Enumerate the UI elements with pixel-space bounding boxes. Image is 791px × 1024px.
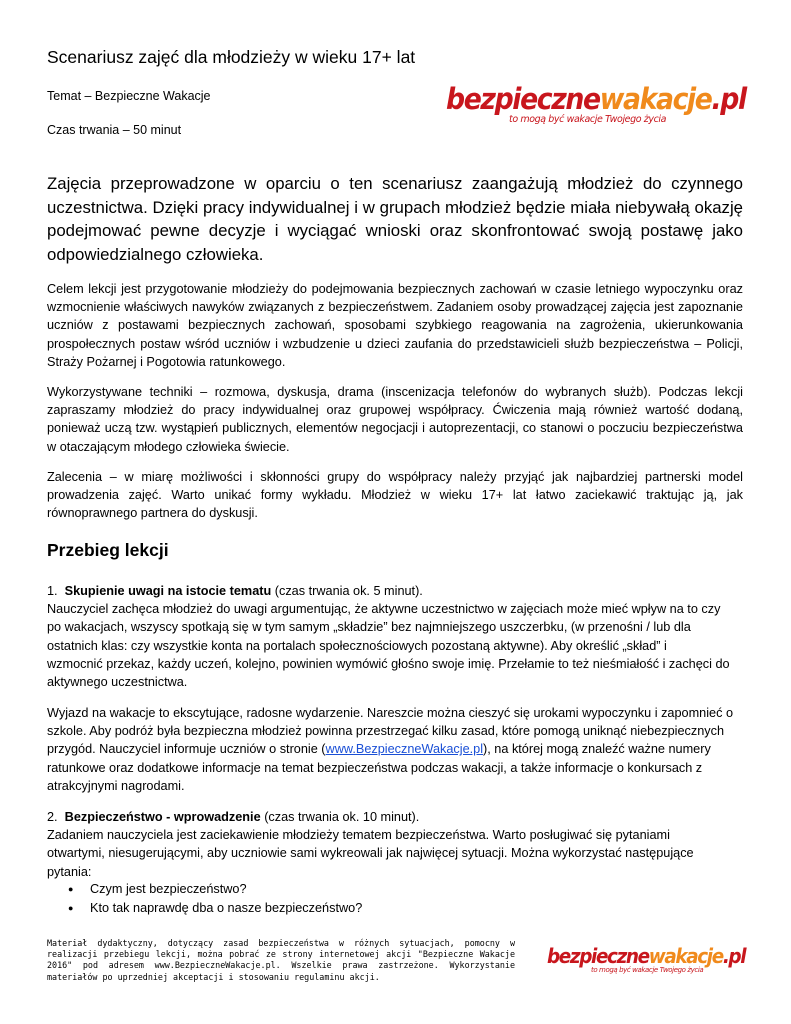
step-2-line: otwartymi, niesugerującymi, aby uczniowie sami wykreowali jak najwięcej sytuacji. Można wykorzystać następujące: [47, 846, 694, 861]
step-1-title: 1. Skupienie uwagi na istocie tematu (czas trwania ok. 5 minut).: [47, 584, 423, 598]
step-1-line: po wakacjach, wszyscy spotkają się w tym samym „składzie” bez najmniejszego uszczerbku, (w przenośni / lub dla: [47, 620, 691, 635]
footer-note: Materiał dydaktyczny, dotyczący zasad bezpieczeństwa w różnych sytuacjach, pomocny w realizacji przebiegu lekcji, można pobrać ze strony internetowej akcji "Bezpieczne Wakacje 2016" pod adresem www.BezpieczneWakacje.pl. Wszelkie prawa zastrzeżone. Wykorzystanie materiałów po uprzedniej akceptacji i stosowaniu regulaminu akcji.: [47, 938, 515, 982]
step-1-line: wzmocnić przekaz, każdy uczeń, kolejno, powinien wymówić głośno swoje imię. Przełamie to też nieśmiałość i zachęci do: [47, 656, 730, 671]
logo-tagline: to mogą być wakacje Twojego życia: [509, 114, 667, 125]
step-2-line: pytania:: [47, 864, 92, 879]
footer-logo-wordmark: bezpiecznewakacje.pl: [547, 944, 746, 968]
list-item: ● Kto tak naprawdę dba o nasze bezpieczeństwo?: [68, 899, 362, 918]
website-link[interactable]: www.BezpieczneWakacje.pl: [325, 742, 484, 757]
topic-line: Temat – Bezpieczne Wakacje: [47, 89, 211, 103]
duration-line: Czas trwania – 50 minut: [47, 123, 182, 137]
question-list: [68, 880, 362, 918]
logo-wordmark: bezpiecznewakacje.pl: [446, 82, 746, 116]
trip-line: Wyjazd na wakacje to ekscytujące, radosne wydarzenie. Nareszcie można cieszyć się urokami wypoczynku i zapomnieć o: [47, 706, 734, 720]
paragraph-recommendations: Zalecenia – w miarę możliwości i skłonności grupy do współpracy należy przyjąć jak najbardziej partnerski model prowadzenia zajęć. Warto unikać formy wykładu. Młodzież w wieku 17+ lat łatwo zaciekawić traktując ją, jak równoprawnego partnera do dyskusji.: [47, 470, 743, 521]
page-title: Scenariusz zajęć dla młodzieży w wieku 17+ lat: [47, 47, 416, 67]
trip-line: przygód. Nauczyciel informuje uczniów o stronie (www.BezpieczneWakacje.pl), na której mogą znaleźć ważne numery: [47, 742, 711, 757]
trip-line: atrakcyjnymi nagrodami.: [47, 778, 185, 793]
trip-paragraph: [47, 704, 743, 795]
step-1: [47, 582, 743, 691]
step-2-title: 2. Bezpieczeństwo - wprowadzenie (czas trwania ok. 10 minut).: [47, 810, 420, 824]
footer-logo: [547, 944, 762, 974]
trip-line: szkole. Aby podróż była bezpieczna młodzież powinna przestrzegać kilku zasad, które pomogą uniknąć niebezpiecznych: [47, 724, 725, 739]
paragraph-goal: Celem lekcji jest przygotowanie młodzieży do podejmowania bezpiecznych zachowań w czasie letniego wypoczynku oraz wzmocnienie właściwych nawyków związanych z bezpieczeństwem. Zadaniem osoby prowadzącej zajęcia jest zapoznanie uczniów z postawami bezpiecznych zachowań, sposobami szybkiego reagowania na zagrożenia, ukierunkowania prospołecznych postaw wśród uczniów i wzbudzenie u dzieci zaufania do przedstawicieli służb bezpieczeństwa – Policji, Straży Pożarnej i Pogotowia ratunkowego.: [47, 282, 743, 369]
section-heading: Przebieg lekcji: [47, 540, 169, 560]
brand-logo: [446, 82, 772, 125]
paragraph-techniques: Wykorzystywane techniki – rozmowa, dyskusja, drama (inscenizacja telefonów do wybranych służb). Podczas lekcji zapraszamy młodzież do pracy indywidualnej oraz grupowej współpracy. Ćwiczenia mają również wartość dodaną, ponieważ uczą tzw. wystąpień publicznych, elementów negocjacji i autoprezentacji, co stanowi o poczuciu bezpieczeństwa w otaczającym młodego człowieka świecie.: [47, 385, 743, 454]
footer-logo-tagline: to mogą być wakacje Twojego życia: [591, 966, 704, 974]
list-item: ● Czym jest bezpieczeństwo?: [68, 880, 362, 899]
step-2: [47, 808, 743, 881]
lead-paragraph: Zajęcia przeprowadzone w oparciu o ten scenariusz zaangażują młodzież do czynnego uczestnictwa. Dzięki pracy indywidualnej i w grupach młodzież będzie miała niebywałą okazję podejmować pewne decyzje i wyciągać wnioski oraz skonfrontować swoją postawę jako odpowiedzialnego człowieka.: [47, 174, 743, 264]
step-1-line: ostatnich klas: czy wszystkie konta na portalach społecznościowych pozostaną aktywne). Aby określić „skład” i: [47, 638, 667, 653]
step-1-line: Nauczyciel zachęca młodzież do uwagi argumentując, że aktywne uczestnictwo w zajęciach może mieć wpływ na to czy: [47, 602, 721, 617]
step-1-line: aktywnego uczestnictwa.: [47, 675, 188, 690]
step-2-line: Zadaniem nauczyciela jest zaciekawienie młodzieży tematem bezpieczeństwa. Warto posługiwać się pytaniami: [47, 828, 670, 843]
trip-line: ratunkowe oraz dodatkowe informacje na temat bezpieczeństwa podczas wakacji, a także informacje o konkursach z: [47, 760, 703, 775]
